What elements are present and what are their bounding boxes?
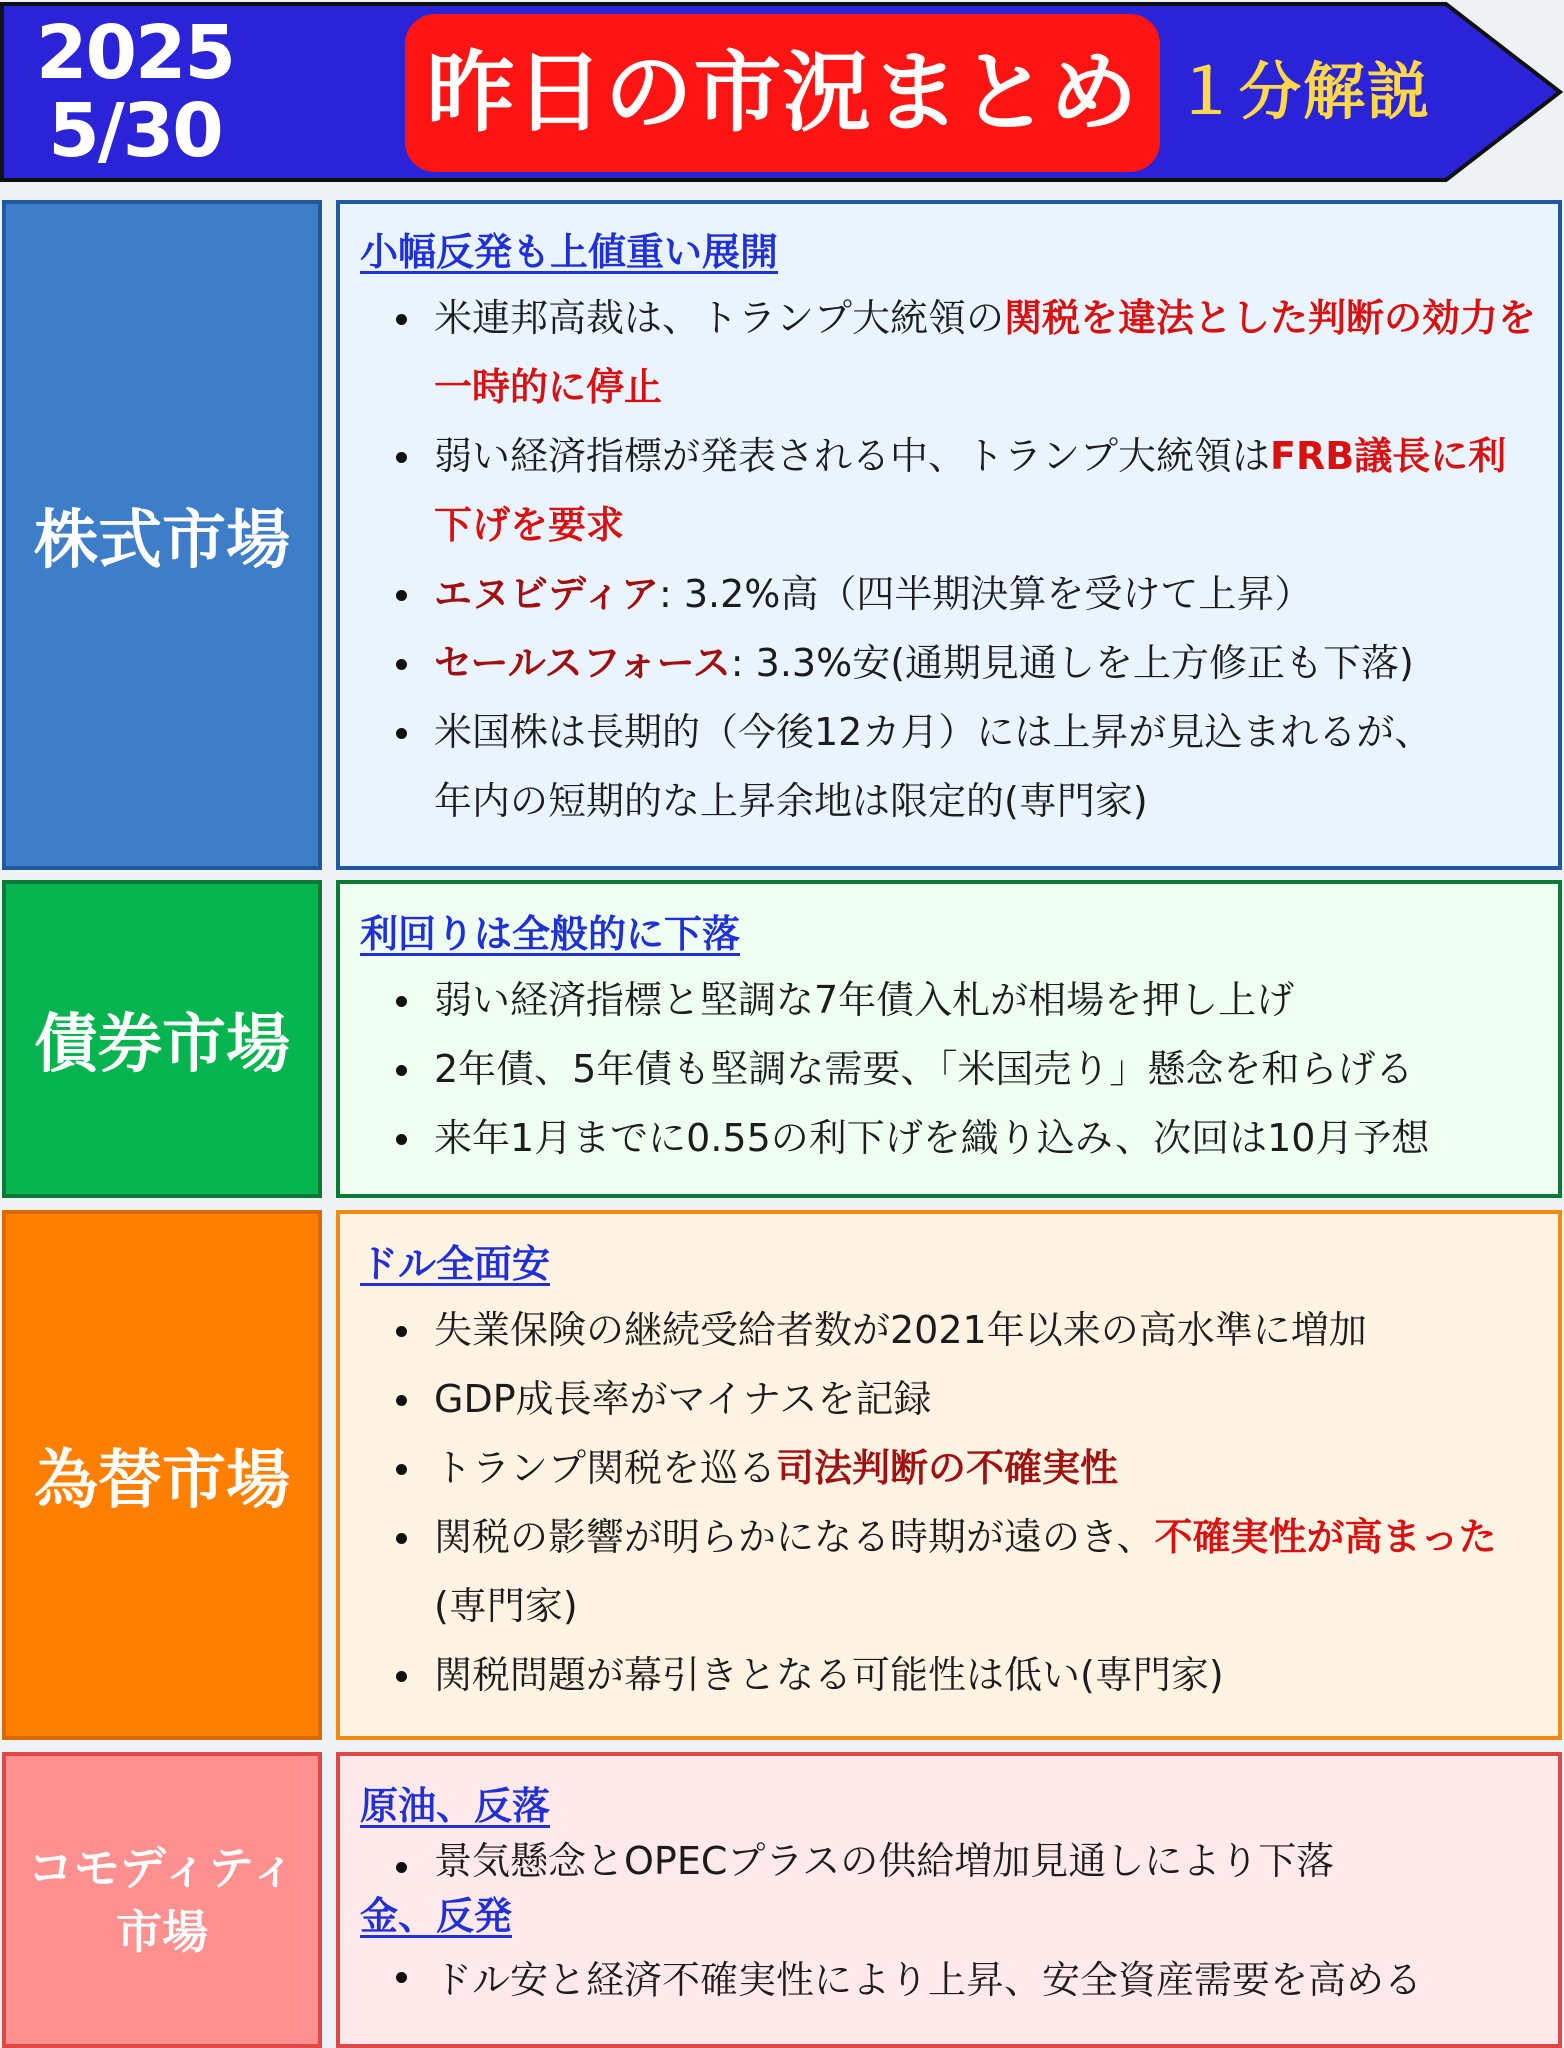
- list-item: 失業保険の継続受給者数が2021年以来の高水準に増加: [434, 1296, 1538, 1365]
- header-banner: [0, 0, 1564, 184]
- gold-heading: 金、反発: [360, 1894, 513, 1938]
- date-text: 5/30: [48, 88, 222, 174]
- list-item: 米連邦高裁は、トランプ大統領の関税を違法とした判断の効力を一時的に停止: [434, 284, 1538, 422]
- stocks-heading: 小幅反発も上値重い展開: [360, 230, 779, 274]
- section-label-fx: [2, 1210, 322, 1740]
- section-content-bonds: [336, 880, 1562, 1198]
- stocks-label-text: 株式市場: [34, 504, 290, 578]
- commodities-label-text: コモディティ市場: [27, 1841, 297, 1959]
- list-item: GDP成長率がマイナスを記録: [434, 1365, 1538, 1434]
- stocks-bullet-list: [360, 284, 1538, 836]
- list-item: 弱い経済指標が発表される中、トランプ大統領はFRB議長に利下げを要求: [434, 422, 1538, 560]
- list-item: 景気懸念とOPECプラスの供給増加見通しにより下落: [434, 1832, 1538, 1890]
- gold-bullet-list: [360, 1942, 1538, 2018]
- page-title: 昨日の市況まとめ: [405, 14, 1160, 172]
- oil-heading: 原油、反落: [360, 1784, 551, 1828]
- fx-heading: ドル全面安: [360, 1242, 551, 1286]
- bonds-bullet-list: [360, 966, 1538, 1173]
- list-item: エヌビディア: 3.2%高（四半期決算を受けて上昇）: [434, 560, 1538, 629]
- section-label-commodities: [2, 1752, 322, 2048]
- bonds-label-text: 債券市場: [34, 1008, 290, 1082]
- list-item: 来年1月までに0.55の利下げを織り込み、次回は10月予想: [434, 1104, 1538, 1173]
- list-item: 関税問題が幕引きとなる可能性は低い(専門家): [434, 1641, 1538, 1710]
- list-item: トランプ関税を巡る司法判断の不確実性: [434, 1434, 1538, 1503]
- oil-bullet-list: [360, 1832, 1538, 1890]
- section-content-stocks: [336, 200, 1562, 870]
- list-item: 2年債、5年債も堅調な需要、「米国売り」懸念を和らげる: [434, 1035, 1538, 1104]
- fx-bullet-list: [360, 1296, 1538, 1710]
- fx-label-text: 為替市場: [34, 1444, 290, 1518]
- section-content-commodities: [336, 1752, 1562, 2048]
- list-item: セールスフォース: 3.3%安(通期見通しを上方修正も下落): [434, 629, 1538, 698]
- list-item: 米国株は長期的（今後12カ月）には上昇が見込まれるが、年内の短期的な上昇余地は限定的(専門家): [434, 698, 1538, 836]
- date-block: [30, 10, 240, 174]
- list-item: ドル安と経済不確実性により上昇、安全資産需要を高める: [434, 1942, 1538, 2018]
- page-subtitle: １分解説: [1175, 55, 1432, 128]
- list-item: 弱い経済指標と堅調な7年債入札が相場を押し上げ: [434, 966, 1538, 1035]
- year-text: 2025: [36, 10, 234, 96]
- section-label-stocks: [2, 200, 322, 870]
- bonds-heading: 利回りは全般的に下落: [360, 912, 741, 956]
- section-content-fx: [336, 1210, 1562, 1740]
- section-label-bonds: [2, 880, 322, 1198]
- list-item: 関税の影響が明らかになる時期が遠のき、不確実性が高まった(専門家): [434, 1503, 1538, 1641]
